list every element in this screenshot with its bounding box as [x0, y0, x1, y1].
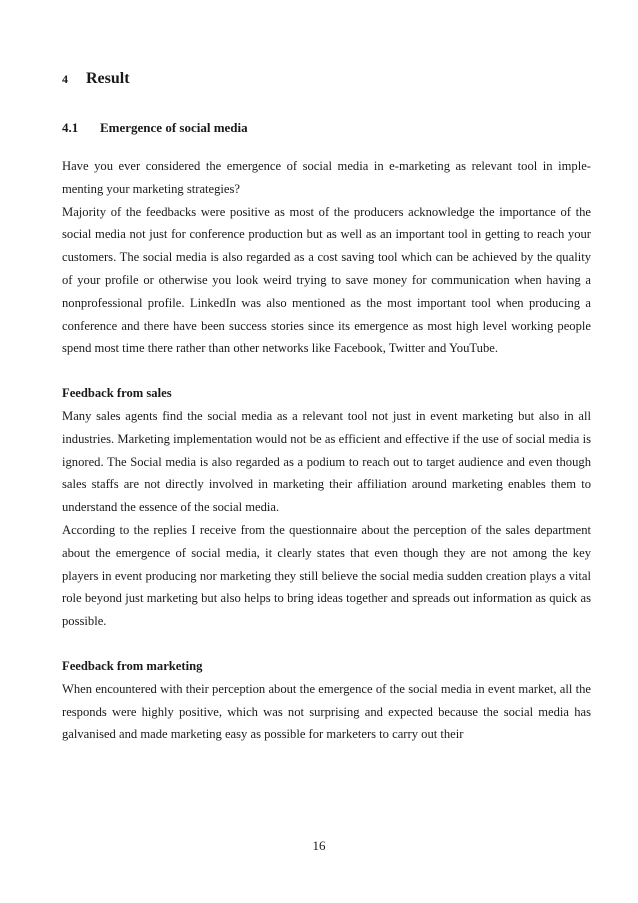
page-number: 16: [312, 838, 326, 853]
sales-feedback-heading: Feedback from sales: [62, 386, 172, 401]
sales-paragraph-2: According to the replies I receive from the questionnaire about the perception of the sales department about the emergence of social media, it clearly states that even though they are not among the key players in event producing nor marketing they still believe the social media sudden creation plays a vital role beyond just marketing but also helps to bring ideas together and spreads out information as quick as possible.: [62, 522, 591, 629]
section-title: Emergence of social media: [100, 120, 248, 135]
chapter-number: 4: [62, 72, 68, 86]
section-number: 4.1: [62, 120, 79, 135]
majority-paragraph: Majority of the feedbacks were positive as most of the producers acknowledge the importance of the social media not just for conference production but as well as an important tool in getting to reach your customers. The social media is also regarded as a cost saving tool which can be achieved by the quality of your profile or otherwise you look weird trying to save money for communication when having a nonprofessional profile. LinkedIn was also mentioned as the most important tool when producing a conference and there have been success stories since its emergence as most high level working people spend most time there rather than other networks like Facebook, Twitter and YouTube.: [62, 204, 591, 356]
question-paragraph: Have you ever considered the emergence of social media in e-marketing as relevant tool in imple-menting your marketing strategies?: [62, 159, 591, 196]
section-heading: [62, 120, 591, 142]
marketing-feedback-heading: Feedback from marketing: [62, 658, 203, 673]
page-content: [62, 70, 591, 746]
sales-paragraph-1: Many sales agents find the social media as a relevant tool not just in event marketing but also in all industries. Marketing implementation would not be as efficient and effective if the use of social media is ignored. The Social media is also regarded as a podium to reach out to target audience and even though sales staffs are not directly involved in marketing their affiliation around marketing enables them to understand the essence of the social media.: [62, 408, 591, 515]
chapter-title: Result: [86, 70, 130, 87]
chapter-heading: [62, 70, 591, 94]
marketing-paragraph-1: When encountered with their perception about the emergence of the social media in event market, all the responds were highly positive, which was not surprising and expected because the social media has galvanised and made marketing easy as possible for marketers to carry out their: [62, 681, 591, 742]
